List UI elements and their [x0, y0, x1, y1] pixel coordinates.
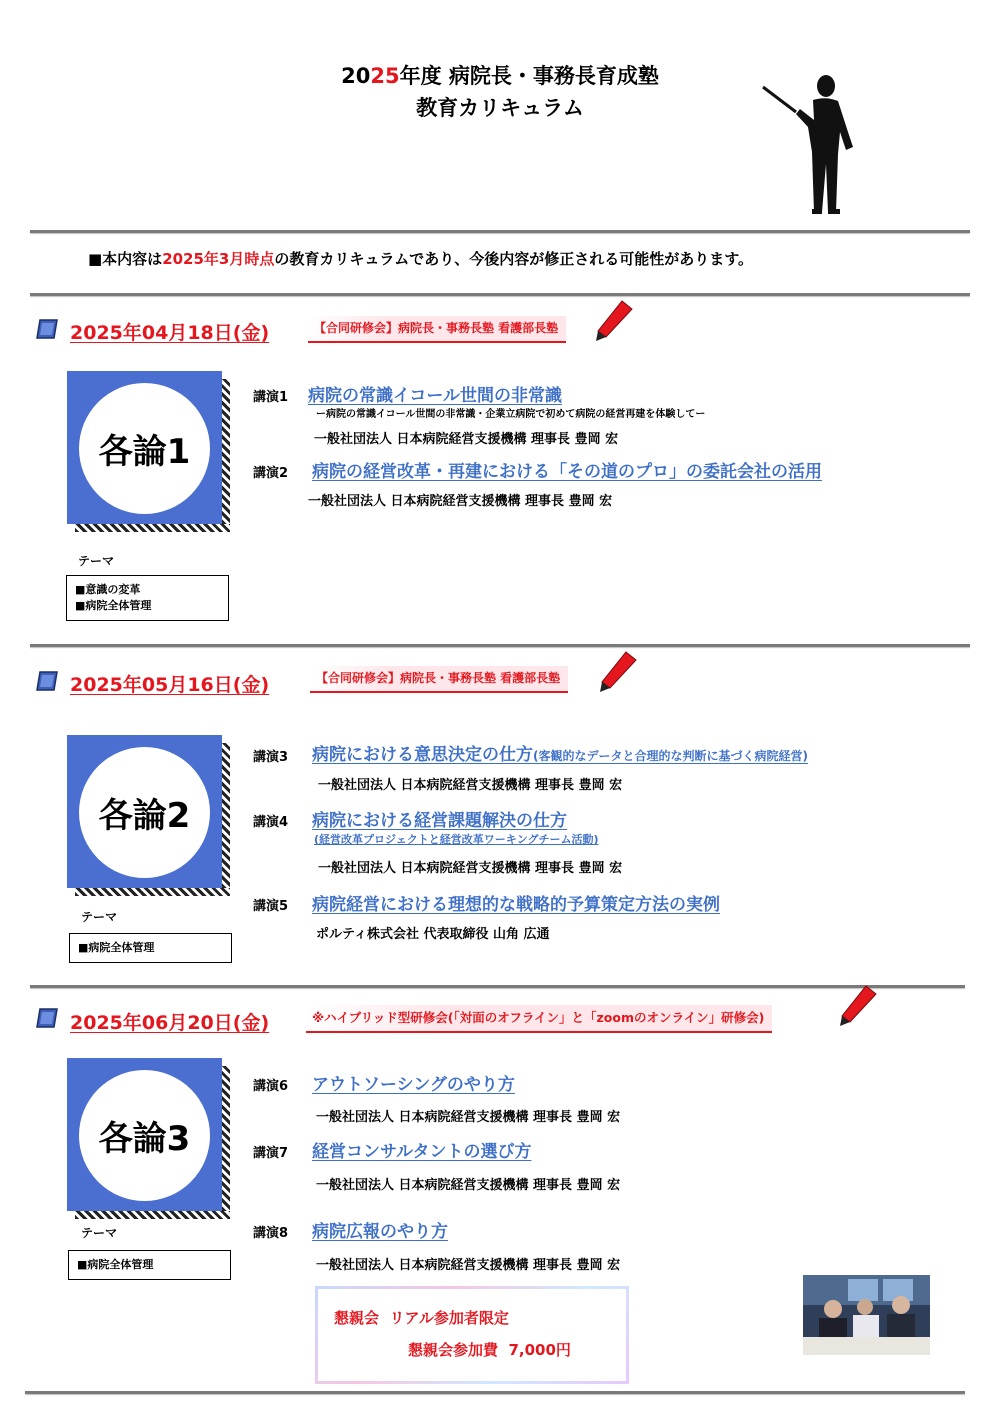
lecture-speaker: 一般社団法人 日本病院経営支援機構 理事長 豊岡 宏 [318, 778, 623, 793]
lecture-title[interactable]: 病院広報のやり方 [312, 1222, 448, 1242]
divider [30, 230, 970, 233]
red-marker-icon [838, 984, 878, 1028]
lecture-speaker: ポルティ株式会社 代表取締役 山角 広通 [316, 927, 550, 942]
session-tag: ※ハイブリッド型研修会(「対面のオフライン」と「zoomのオンライン」研修会) [306, 1005, 772, 1033]
lecture-speaker: 一般社団法人 日本病院経営支援機構 理事長 豊岡 宏 [316, 1178, 621, 1193]
theme-box [66, 575, 229, 621]
page-title: 2025年度 病院長・事務長育成塾 [341, 64, 659, 88]
notice: ■本内容は2025年3月時点の教育カリキュラムであり、今後内容が修正される可能性があります。 [88, 250, 754, 268]
red-marker-icon [594, 299, 634, 343]
lecture-title[interactable]: 病院の常識イコール世間の非常識 [308, 386, 562, 406]
party-line-1: 懇親会 リアル参加者限定 [334, 1309, 509, 1327]
lecture-number: 講演3 [253, 750, 289, 765]
red-marker-icon [598, 650, 638, 694]
theme-box [69, 933, 232, 963]
theme-label: テーマ [81, 1226, 118, 1240]
lecture-title[interactable]: 経営コンサルタントの選び方 [312, 1142, 532, 1162]
calendar-icon [36, 1007, 58, 1029]
lecture-title[interactable]: 病院における意思決定の仕方(客観的なデータと合理的な判断に基づく病院経営) [312, 745, 808, 765]
theme-label: テーマ [81, 910, 118, 924]
lecture-number: 講演2 [253, 466, 289, 481]
theme-label: テーマ [78, 554, 115, 568]
theme-box [68, 1250, 231, 1280]
lecture-subtitle: (経営改革プロジェクトと経営改革ワーキングチーム活動) [314, 833, 599, 846]
lecture-speaker: 一般社団法人 日本病院経営支援機構 理事長 豊岡 宏 [316, 1110, 621, 1125]
lecture-subtitle: ー病院の常識イコール世間の非常識・企業立病院で初めて病院の経営再建を体験してー [316, 409, 706, 420]
lecture-title[interactable]: 病院における経営課題解決の仕方 [312, 811, 567, 831]
topic-badge [67, 735, 222, 888]
divider [30, 985, 965, 988]
theme-item: ■意識の変革 [75, 583, 141, 596]
theme-item: ■病院全体管理 [78, 941, 155, 954]
theme-item: ■病院全体管理 [77, 1258, 154, 1271]
lecture-speaker: 一般社団法人 日本病院経営支援機構 理事長 豊岡 宏 [318, 861, 623, 876]
meeting-photo [803, 1275, 930, 1355]
lecture-number: 講演1 [253, 390, 289, 405]
theme-item: ■病院全体管理 [75, 599, 152, 612]
calendar-icon [36, 670, 58, 692]
divider [30, 644, 970, 647]
lecture-title[interactable]: 病院の経営改革・再建における「その道のプロ」の委託会社の活用 [312, 462, 822, 482]
lecture-speaker: 一般社団法人 日本病院経営支援機構 理事長 豊岡 宏 [308, 494, 613, 509]
topic-badge [67, 371, 222, 524]
calendar-icon [36, 318, 58, 340]
presenter-silhouette [758, 72, 863, 217]
divider [25, 1391, 965, 1394]
lecture-title[interactable]: 病院経営における理想的な戦略的予算策定方法の実例 [312, 895, 720, 915]
lecture-speaker: 一般社団法人 日本病院経営支援機構 理事長 豊岡 宏 [314, 432, 619, 447]
lecture-number: 講演8 [253, 1226, 289, 1241]
lecture-title[interactable]: アウトソーシングのやり方 [312, 1075, 515, 1095]
lecture-speaker: 一般社団法人 日本病院経営支援機構 理事長 豊岡 宏 [316, 1258, 621, 1273]
badge-label: 各論1 [79, 383, 210, 514]
party-fee: 懇親会参加費 7,000円 [408, 1341, 571, 1359]
session-date: 2025年06月20日(金) [70, 1012, 270, 1034]
session-tag: 【合同研修会】病院長・事務長塾 看護部長塾 [310, 666, 568, 693]
page-subtitle: 教育カリキュラム [416, 96, 584, 120]
lecture-number: 講演7 [253, 1146, 289, 1161]
lecture-number: 講演5 [253, 899, 289, 914]
divider [30, 293, 970, 296]
topic-badge [67, 1058, 222, 1211]
lecture-number: 講演6 [253, 1079, 289, 1094]
badge-label: 各論2 [79, 747, 210, 878]
badge-label: 各論3 [79, 1070, 210, 1201]
session-tag: 【合同研修会】病院長・事務長塾 看護部長塾 [308, 316, 566, 343]
lecture-number: 講演4 [253, 815, 289, 830]
session-date: 2025年04月18日(金) [70, 322, 270, 344]
social-gathering-box [315, 1286, 629, 1384]
session-date: 2025年05月16日(金) [70, 674, 270, 696]
